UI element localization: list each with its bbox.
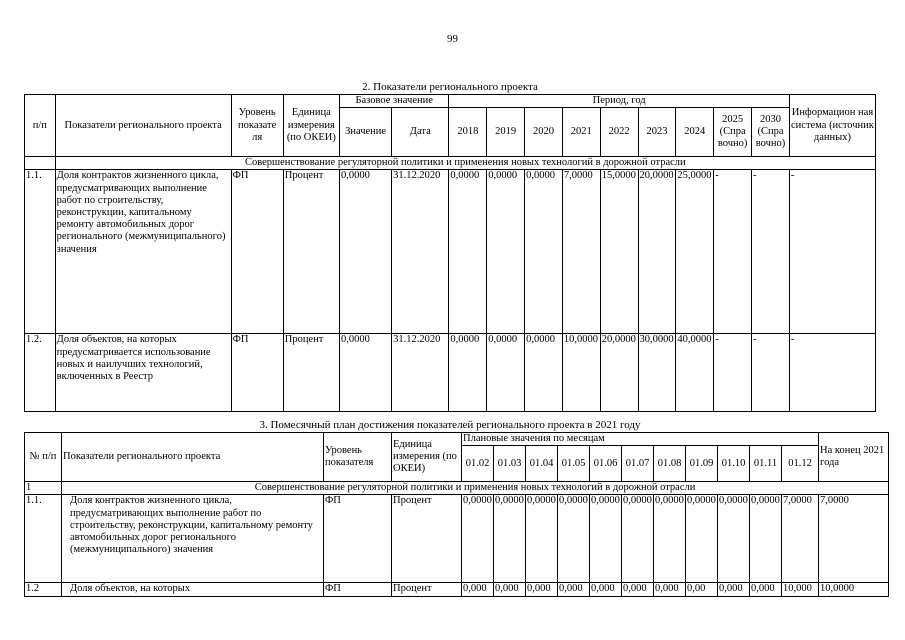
col-base-value-header: Значение xyxy=(339,108,391,157)
table-row: 1.1. Доля контрактов жизненного цикла, предусматривающих выполнение работ по строительству, реконструкции, капитальному ремонту автомобильных дорог регионального (межмуниципального) значения ФП Процент 0,0000 0,0000 0,0000 0,0000 0,0000 0,0000 0,0000 0,0000 0,0000 0,0000 7,0000 7,0000 xyxy=(25,495,889,583)
year-header: 2018 xyxy=(449,108,487,157)
year-header: 2020 xyxy=(525,108,563,157)
section-row: Совершенствование регуляторной политики и применения новых технологий в дорожной отрасли xyxy=(62,482,889,495)
page-number: 99 xyxy=(447,33,458,45)
col-unit-header: Единица измерения (по ОКЕИ) xyxy=(392,433,462,482)
col-base-date-header: Дата xyxy=(392,108,449,157)
col-plan-header: Плановые значения по месяцам xyxy=(462,433,819,446)
regional-project-indicators-table xyxy=(24,94,876,412)
year-header: 2024 xyxy=(676,108,714,157)
col-info-header: Информацион ная система (источник данных) xyxy=(789,95,875,157)
month-header: 01.11 xyxy=(750,446,782,482)
year-header: 2025 (Спра вочно) xyxy=(714,108,752,157)
month-header: 01.02 xyxy=(462,446,494,482)
col-num-header: № п/п xyxy=(25,433,62,482)
month-header: 01.05 xyxy=(558,446,590,482)
month-header: 01.06 xyxy=(590,446,622,482)
col-base-header: Базовое значение xyxy=(339,95,448,108)
month-header: 01.07 xyxy=(622,446,654,482)
col-end-header: На конец 2021 года xyxy=(819,433,889,482)
month-header: 01.09 xyxy=(686,446,718,482)
year-header: 2030 (Спра вочно) xyxy=(752,108,790,157)
table-row: 1.1. Доля контрактов жизненного цикла, предусматривающих выполнение работ по строительству, реконструкции, капитальному ремонту автомобильных дорог регионального (межмуниципального) значения ФП Процент 0,0000 31.12.2020 0,0000 0,0000 0,0000 7,0000 15,0000 20,0000 25,0000 - - - xyxy=(25,170,876,334)
col-period-header: Период, год xyxy=(449,95,790,108)
year-header: 2021 xyxy=(562,108,600,157)
section-row: Совершенствование регуляторной политики и применения новых технологий в дорожной отрасли xyxy=(55,157,875,170)
month-header: 01.12 xyxy=(782,446,819,482)
col-num-header: п/п xyxy=(25,95,56,157)
year-header: 2019 xyxy=(487,108,525,157)
col-name-header: Показатели регионального проекта xyxy=(62,433,324,482)
year-header: 2023 xyxy=(638,108,676,157)
col-level-header: Уровень показате ля xyxy=(231,95,283,157)
month-header: 01.03 xyxy=(494,446,526,482)
col-name-header: Показатели регионального проекта xyxy=(55,95,231,157)
table3-caption: 3. Помесячный план достижения показателей регионального проекта в 2021 году xyxy=(259,419,641,431)
table2-caption: 2. Показатели регионального проекта xyxy=(362,81,538,93)
month-header: 01.10 xyxy=(718,446,750,482)
year-header: 2022 xyxy=(600,108,638,157)
monthly-plan-table: № п/п Показатели регионального проекта Уровень показателя Единица измерения (по ОКЕИ) Плановые значения по месяцам На конец 2021 года 01.02 01.03 01.04 01.05 01.06 01.07 01.08 01.09 01.10 01.11 01.12 1 Совершенствование регуляторной политики и применения новых технологий в дорожной отрасли 1.1. Доля контрактов жизненного цикла, предусматривающих выполнение работ по строительству, реконструкции, капитальному ремонту автомобильных дорог регионального (межмуниципального) значения ФП Процент 0,0000 0,0000 0,0000 0,0000 0,0000 0,0000 0,0000 0,0000 0,0000 0,0000 7,0000 7,0000 1.2 Доля объектов, на которых ФП Процент 0,000 0,000 0,000 0,000 0,000 0,000 0,000 0,00 0,000 0,000 10,000 10,0000 xyxy=(24,432,889,597)
col-unit-header: Единица измерения (по ОКЕИ) xyxy=(283,95,339,157)
month-header: 01.08 xyxy=(654,446,686,482)
col-level-header: Уровень показателя xyxy=(324,433,392,482)
table-row: 1.2. Доля объектов, на которых предусматривается использование новых и наилучших технологий, включенных в Реестр ФП Процент 0,0000 31.12.2020 0,0000 0,0000 0,0000 10,0000 20,0000 30,0000 40,0000 - - - xyxy=(25,334,876,412)
month-header: 01.04 xyxy=(526,446,558,482)
table-row: 1.2 Доля объектов, на которых ФП Процент 0,000 0,000 0,000 0,000 0,000 0,000 0,000 0,00 0,000 0,000 10,000 10,0000 xyxy=(25,583,889,597)
